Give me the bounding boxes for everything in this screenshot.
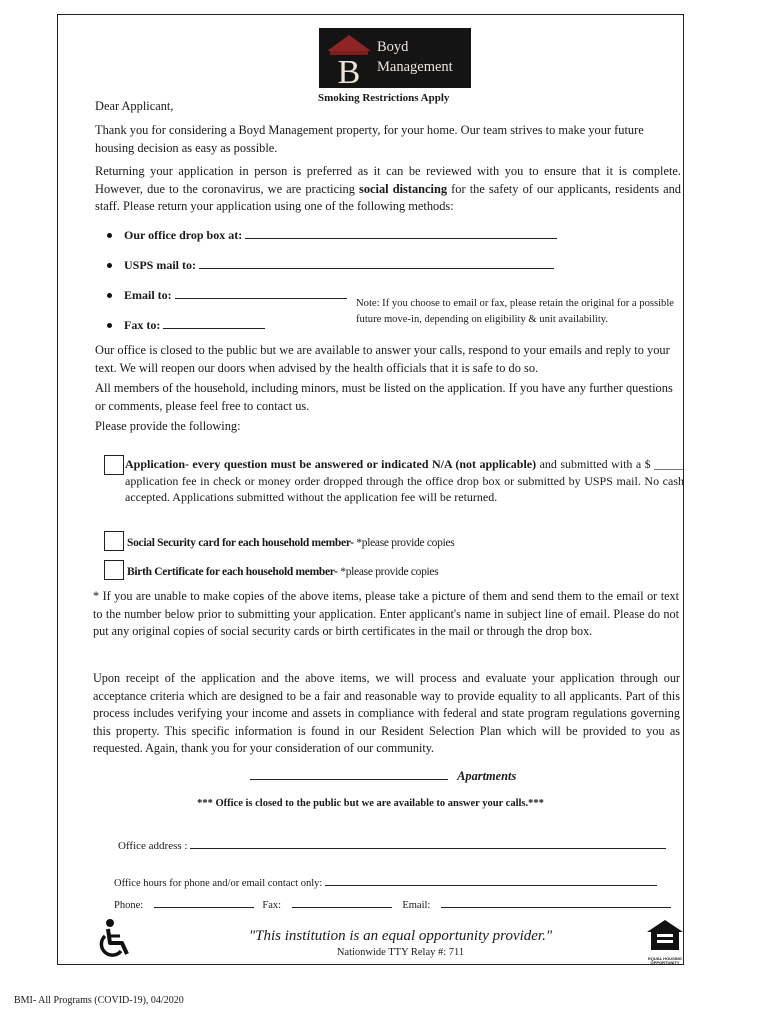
logo-text: Boyd Management xyxy=(377,39,453,75)
checklist-application: Application- every question must be answered or indicated N/A (not applicable) and submitted with a $ _____ application fee in check or money order dropped through the office drop box or submitted by USPS mail. No cash accepted. Applications submitted without the application fee will be returned. xyxy=(125,457,685,504)
office-closed-paragraph: Our office is closed to the public but we are available to answer your calls, respond to your emails and reply to your text. We will reopen our doors when advised by the health officials that it is safe to do so. xyxy=(95,343,670,375)
tty-relay: Nationwide TTY Relay #: 711 xyxy=(336,947,465,958)
document-footer: BMI- All Programs (COVID-19), 04/2020 xyxy=(14,995,184,1006)
bullet-icon xyxy=(107,233,112,238)
equal-housing-logo xyxy=(645,918,685,965)
fax-number-blank[interactable] xyxy=(292,907,392,908)
office-address-blank[interactable] xyxy=(190,848,666,849)
email-address-blank[interactable] xyxy=(441,907,671,908)
checklist-birth-certificate: Birth Certificate for each household member- *please provide copies xyxy=(127,566,439,578)
bullet-icon xyxy=(107,323,112,328)
smoking-notice: Smoking Restrictions Apply xyxy=(318,92,450,104)
office-hours-blank[interactable] xyxy=(325,885,657,886)
bullet-icon xyxy=(107,293,112,298)
bullet-icon xyxy=(107,263,112,268)
phone-blank[interactable] xyxy=(154,907,254,908)
copies-paragraph: * If you are unable to make copies of the above items, please take a picture of them and send them to the email or text to the number below prior to submitting your application. Enter applicant's name in subject line of email. Please do not put any original copies of social security cards or birth certificates in the mail or through the drop box. xyxy=(93,589,679,638)
return-methods-paragraph: Returning your application in person is preferred as it can be reviewed with you to ensure that it is complete. However, due to the coronavirus, we are practicing social distancing for the safety of our applicants, residents and staff. Please return your application using one of the following methods: xyxy=(95,164,681,213)
eho-caption: EQUAL HOUSING OPPORTUNITY xyxy=(648,956,682,965)
method-usps: USPS mail to: xyxy=(107,258,554,273)
equal-opportunity-statement: "This institution is an equal opportunity provider." xyxy=(248,928,553,944)
checkbox-icon[interactable] xyxy=(104,455,124,475)
provide-heading: Please provide the following: xyxy=(95,419,241,433)
checkbox-icon[interactable] xyxy=(104,560,124,580)
company-logo xyxy=(319,28,471,88)
email-blank[interactable] xyxy=(175,298,347,299)
svg-text:B: B xyxy=(337,54,361,87)
contact-row: Phone: Fax: Email: xyxy=(114,898,671,914)
apartment-name-blank[interactable] xyxy=(250,779,448,780)
dropbox-blank[interactable] xyxy=(245,238,557,239)
logo-mark-icon xyxy=(323,31,375,87)
checkbox-icon[interactable] xyxy=(104,531,124,551)
office-closed-banner: *** Office is closed to the public but we are available to answer your calls.*** xyxy=(197,798,544,809)
method-fax: Fax to: xyxy=(107,318,265,333)
office-address-row: Office address : xyxy=(118,838,666,854)
equal-housing-icon xyxy=(645,918,685,952)
process-paragraph: Upon receipt of the application and the above items, we will process and evaluate your application through our acceptance criteria which are designed to be a fair and reasonable way to provide equality to all applicants. Part of this process includes verifying your income and assets in compliance with federal and state program regulations governing this property. This specific information is found in our Resident Selection Plan which will be provided to you as requested. Again, thank you for your consideration of our community. xyxy=(93,671,680,755)
office-hours-row: Office hours for phone and/or email contact only: xyxy=(114,876,657,892)
salutation: Dear Applicant, xyxy=(95,99,174,113)
apartments-line: Apartments xyxy=(250,768,516,786)
usps-blank[interactable] xyxy=(199,268,554,269)
fax-blank[interactable] xyxy=(163,328,265,329)
method-email: Email to: xyxy=(107,288,347,303)
method-dropbox: Our office drop box at: xyxy=(107,228,557,243)
checklist-social-security: Social Security card for each household member- *please provide copies xyxy=(127,537,455,549)
household-paragraph: All members of the household, including minors, must be listed on the application. If you have any further questions or comments, please feel free to contact us. xyxy=(95,381,673,413)
intro-paragraph: Thank you for considering a Boyd Management property, for your home. Our team strives to make your future housing decision as easy as possible. xyxy=(95,123,644,155)
retain-original-note: Note: If you choose to email or fax, please retain the original for a possible future move-in, depending on eligibility & unit availability. xyxy=(356,298,675,325)
